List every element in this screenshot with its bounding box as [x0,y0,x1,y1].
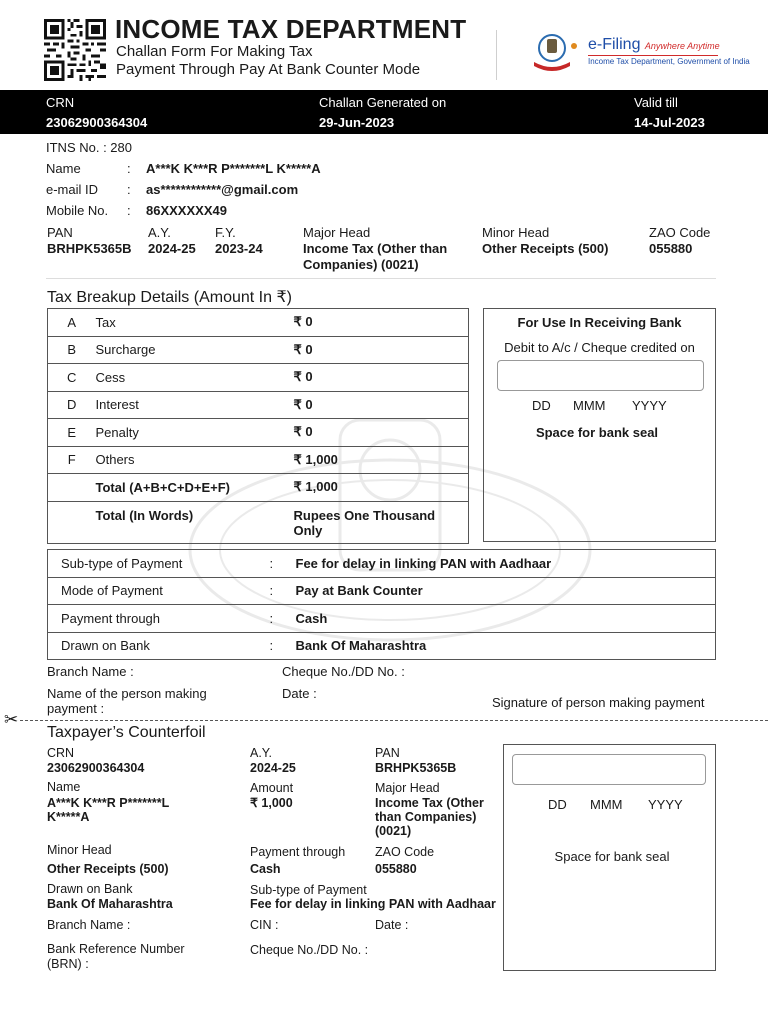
table-row: Payment through : Cash [48,605,716,633]
cf-major-head-line3: (0021) [375,824,412,838]
table-row: D Interest ₹ 0 [48,391,469,419]
cf-minor-head-value: Other Receipts (500) [47,862,169,876]
credit-date-input[interactable] [497,360,704,391]
generated-label: Challan Generated on [319,95,447,110]
mobile-colon: : [127,203,131,218]
scissors-icon: ✂ [4,710,19,729]
efiling-tagline: Anywhere Anytime [644,41,720,51]
cf-branch-label: Branch Name : [47,918,131,932]
generated-value: 29-Jun-2023 [319,115,395,130]
valid-value: 14-Jul-2023 [634,115,705,130]
table-row: B Surcharge ₹ 0 [48,336,469,364]
itns-number: ITNS No. : 280 [46,140,132,155]
cf-subtype-value: Fee for delay in linking PAN with Aadhaar [250,897,496,911]
major-head-value-line1: Income Tax (Other than [303,241,448,256]
branch-name-label: Branch Name : [47,664,134,679]
cf-amount-value: ₹ 1,000 [250,796,293,810]
cf-mmm-label: MMM [590,797,623,812]
bank-seal-label: Space for bank seal [535,425,659,440]
mobile-value: 86XXXXXX49 [146,203,227,218]
debit-label: Debit to A/c / Cheque credited on [504,340,695,355]
cf-crn-label: CRN [47,746,75,760]
cf-payment-through-value: Cash [250,862,281,876]
ay-label: A.Y. [148,225,171,240]
cf-ay-label: A.Y. [250,746,273,760]
zao-code-value: 055880 [649,241,693,256]
cf-yyyy-label: YYYY [648,797,683,812]
cf-brn-label: Bank Reference Number (BRN) : [47,942,185,971]
receiving-bank-box [483,308,716,542]
cf-minor-head-label: Minor Head [47,843,112,857]
efiling-divider [588,55,718,56]
cf-major-head-label: Major Head [375,781,440,795]
crn-value: 23062900364304 [46,115,148,130]
cf-pan-label: PAN [375,746,400,760]
cf-name-value-line2: K*****A [47,810,90,824]
efiling-subtitle: Income Tax Department, Government of India [588,57,750,66]
header-divider [496,30,497,80]
date-label: Date : [282,686,317,701]
mmm-label: MMM [573,398,606,413]
section-divider [46,278,716,279]
table-row: Sub-type of Payment : Fee for delay in linking PAN with Aadhaar [48,550,716,578]
zao-code-label: ZAO Code [649,225,711,240]
pan-value: BRHPK5365B [47,241,132,256]
cf-subtype-label: Sub-type of Payment [250,883,367,897]
dd-label: DD [532,398,551,413]
payment-info-table [47,549,716,660]
efiling-brand: e-Filing Anywhere Anytime [588,36,720,53]
table-row: Mode of Payment : Pay at Bank Counter [48,577,716,605]
cf-pan-value: BRHPK5365B [375,761,457,775]
minor-head-label: Minor Head [482,225,550,240]
name-colon: : [127,161,131,176]
challan-info-bar [0,90,768,134]
cf-ay-value: 2024-25 [250,761,296,775]
receiving-bank-title: For Use In Receiving Bank [517,315,682,330]
cut-line [20,720,768,721]
crn-label: CRN [46,95,75,110]
table-row: C Cess ₹ 0 [48,364,469,392]
payer-name-label: Name of the person making payment : [47,686,207,716]
table-row: E Penalty ₹ 0 [48,419,469,447]
fy-value: 2023-24 [215,241,263,256]
yyyy-label: YYYY [632,398,667,413]
table-row: Drawn on Bank : Bank Of Maharashtra [48,632,716,660]
cf-name-label: Name [47,780,81,794]
cf-bank-seal-box [503,744,716,971]
cf-zao-code-value: 055880 [375,862,417,876]
cf-cheque-label: Cheque No./DD No. : [250,943,369,957]
name-value: A***K K***R P*******L K*****A [146,161,321,176]
page-subtitle: Challan Form For Making Tax Payment Through Pay At Bank Counter Mode [116,43,421,78]
cf-dd-label: DD [548,797,567,812]
tax-breakup-table [47,308,469,544]
cf-major-head-line1: Income Tax (Other [375,796,484,810]
national-emblem-icon [530,32,582,72]
mobile-label: Mobile No. [46,203,109,218]
signature-label: Signature of person making payment [492,695,705,710]
email-value: as************@gmail.com [146,182,299,197]
email-label: e-mail ID [46,182,99,197]
cf-amount-label: Amount [250,781,294,795]
minor-head-value: Other Receipts (500) [482,241,609,256]
cf-drawn-bank-label: Drawn on Bank [47,882,133,896]
valid-label: Valid till [634,95,678,110]
cf-payment-through-label: Payment through [250,845,346,859]
cf-name-value-line1: A***K K***R P*******L [47,796,170,810]
cf-crn-value: 23062900364304 [47,761,145,775]
cf-date-input[interactable] [512,754,706,785]
counterfoil-title: Taxpayer’s Counterfoil [47,724,206,741]
ay-value: 2024-25 [148,241,196,256]
cf-major-head-line2: than Companies) [375,810,477,824]
total-row: Total (A+B+C+D+E+F) ₹ 1,000 [48,474,469,502]
major-head-label: Major Head [303,225,371,240]
table-row: F Others ₹ 1,000 [48,446,469,474]
cf-cin-label: CIN : [250,918,279,932]
name-label: Name [46,161,81,176]
page-title: INCOME TAX DEPARTMENT [115,14,467,44]
cf-bank-seal-label: Space for bank seal [554,849,670,864]
cf-drawn-bank-value: Bank Of Maharashtra [47,897,173,911]
major-head-value-line2: Companies) (0021) [303,257,419,272]
total-words-row: Total (In Words) Rupees One Thousand Only [48,501,469,543]
cheque-no-label: Cheque No./DD No. : [282,664,405,679]
qr-code-icon [44,19,106,81]
email-colon: : [127,182,131,197]
pan-label: PAN [47,225,73,240]
tax-breakup-title: Tax Breakup Details (Amount In ₹) [47,289,292,306]
table-row: A Tax ₹ 0 [48,309,469,337]
fy-label: F.Y. [215,225,236,240]
cf-date-label: Date : [375,918,409,932]
cf-zao-code-label: ZAO Code [375,845,435,859]
